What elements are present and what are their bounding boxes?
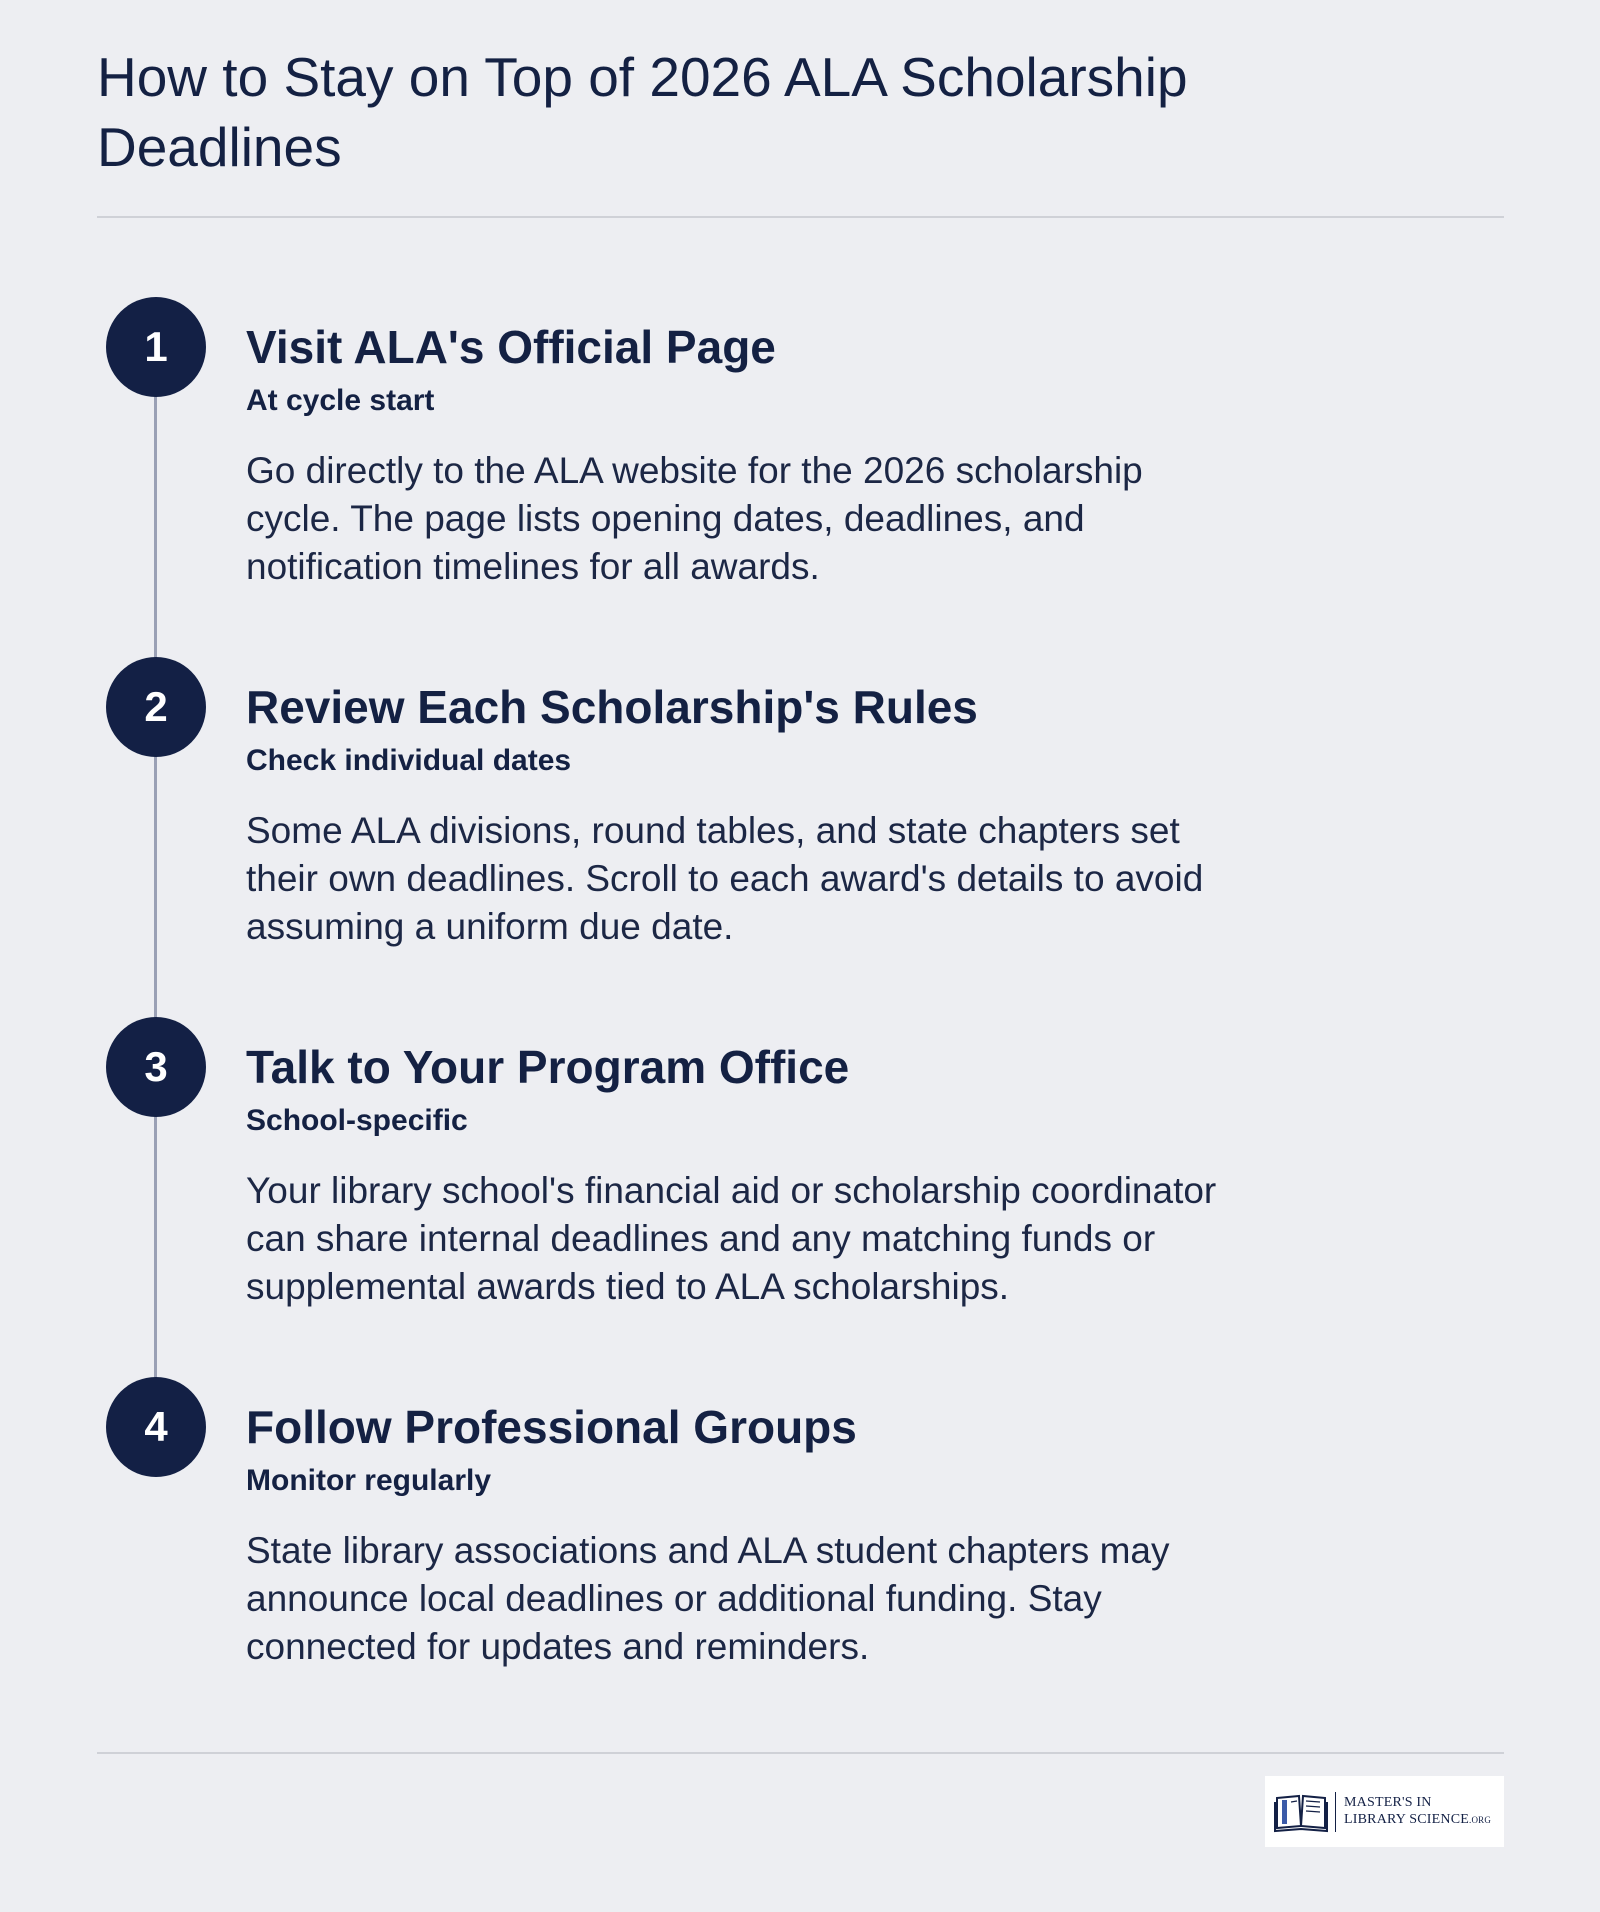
logo-line-1: MASTER'S IN: [1344, 1795, 1432, 1810]
step-subheading: Check individual dates: [246, 744, 572, 777]
page-title: How to Stay on Top of 2026 ALA Scholarship Deadlines: [97, 46, 1188, 178]
step-heading: Talk to Your Program Office: [246, 1041, 850, 1093]
step-subheading: Monitor regularly: [246, 1464, 492, 1497]
top-divider: [97, 216, 1504, 218]
logo-separator: [1335, 1792, 1336, 1832]
step-3: [0, 1017, 1600, 1347]
step-number-badge: 3: [106, 1017, 206, 1117]
site-logo: [1265, 1776, 1504, 1847]
step-number-badge: 2: [106, 657, 206, 757]
step-description: Your library school's financial aid or scholarship coordinator can share internal deadlines and any matching funds or supplemental awards tied to ALA scholarships.: [246, 1170, 1217, 1307]
step-number-badge: 4: [106, 1377, 206, 1477]
step-description: State library associations and ALA student chapters may announce local deadlines or additional funding. Stay connected for updates and reminders.: [246, 1530, 1170, 1667]
step-subheading: School-specific: [246, 1104, 468, 1137]
step-subheading: At cycle start: [246, 384, 435, 417]
step-description: Some ALA divisions, round tables, and state chapters set their own deadlines. Scroll to each award's details to avoid assuming a uniform due date.: [246, 810, 1204, 947]
step-heading: Visit ALA's Official Page: [246, 321, 776, 373]
step-heading: Review Each Scholarship's Rules: [246, 681, 978, 733]
open-book-icon: [1273, 1790, 1329, 1834]
logo-line-2: LIBRARY SCIENCE: [1344, 1812, 1469, 1827]
logo-suffix: .ORG: [1469, 1815, 1492, 1825]
step-1: [0, 297, 1600, 627]
step-2: [0, 657, 1600, 987]
bottom-divider: [97, 1752, 1504, 1754]
step-4: [0, 1377, 1600, 1707]
step-description: Go directly to the ALA website for the 2026 scholarship cycle. The page lists opening dates, deadlines, and notification timelines for all awards.: [246, 450, 1143, 587]
step-heading: Follow Professional Groups: [246, 1401, 857, 1453]
logo-wordmark: [1344, 1794, 1491, 1829]
step-number-badge: 1: [106, 297, 206, 397]
